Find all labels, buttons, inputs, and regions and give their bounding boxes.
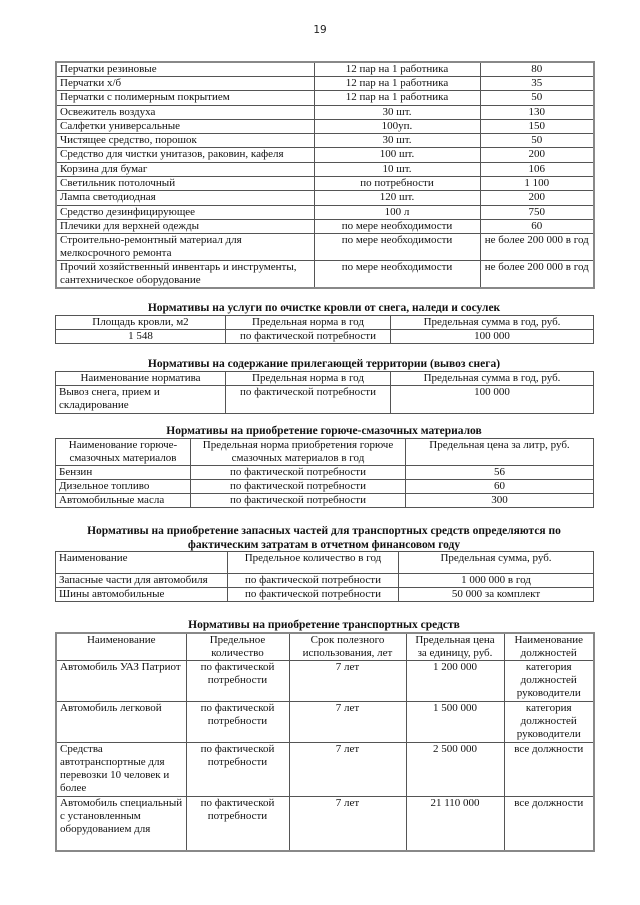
cell-norm: 12 пар на 1 работника (314, 91, 480, 105)
cell-name: Перчатки резиновые (56, 62, 314, 77)
cell-norm: 120 шт. (314, 191, 480, 205)
cell-name: Плечики для верхней одежды (56, 219, 314, 233)
cell-positions: категория должностей руководители (504, 661, 594, 702)
cell-name: Средство дезинфицирующее (56, 205, 314, 219)
table-header-row (56, 439, 594, 466)
header-cell: Предельная норма в год (226, 316, 391, 330)
section-title-snow: Нормативы на содержание прилегающей территории (вывоз снега) (147, 358, 501, 370)
table-row (56, 91, 594, 105)
cell-name: Автомобильные масла (56, 494, 191, 508)
cell-price: 56 (406, 466, 594, 480)
cell-name: Чистящее средство, порошок (56, 134, 314, 148)
cell-price: 50 (480, 91, 594, 105)
cell-name: Бензин (56, 466, 191, 480)
cell-sum: 100 000 (391, 386, 594, 414)
supplies-table (55, 61, 595, 289)
table-row (56, 134, 594, 148)
fuel-table (55, 438, 594, 508)
table-row (56, 588, 594, 602)
table-row (56, 162, 594, 176)
table-row (56, 386, 594, 414)
cell-term: 7 лет (289, 702, 406, 743)
cell-norm: по фактической потребности (191, 480, 406, 494)
cell-term: 7 лет (289, 743, 406, 797)
table-row (56, 177, 594, 191)
cell-norm: по фактической потребности (226, 386, 391, 414)
cell-norm: по фактической потребности (191, 466, 406, 480)
cell-name: Строительно-ремонтный материал для мелкосрочного ремонта (56, 234, 314, 261)
header-cell: Наименование норматива (56, 372, 226, 386)
table-row (56, 234, 594, 261)
vehicles-table (55, 632, 595, 852)
cell-name: Средство для чистки унитазов, раковин, кафеля (56, 148, 314, 162)
cell-price: 1 200 000 (406, 661, 504, 702)
cell-name: Дизельное топливо (56, 480, 191, 494)
cell-norm: по фактической потребности (226, 330, 391, 344)
cell-name: Перчатки х/б (56, 77, 314, 91)
cell-sum: 100 000 (391, 330, 594, 344)
header-cell: Предельная сумма, руб. (399, 552, 594, 574)
cell-qty: по фактической потребности (186, 743, 289, 797)
table-row (56, 702, 594, 743)
cell-sum: 1 000 000 в год (399, 574, 594, 588)
table-row (56, 219, 594, 233)
cell-name: Лампа светодиодная (56, 191, 314, 205)
cell-name: Освежитель воздуха (56, 105, 314, 119)
table-header-row (56, 372, 594, 386)
table-row (56, 330, 594, 344)
cell-norm: по мере необходимости (314, 234, 480, 261)
cell-price: 21 110 000 (406, 797, 504, 851)
header-cell: Предельная цена за единицу, руб. (406, 633, 504, 661)
cell-name: Светильник потолочный (56, 177, 314, 191)
cell-price: не более 200 000 в год (480, 234, 594, 261)
cell-name: Автомобиль УАЗ Патриот (56, 661, 186, 702)
cell-price: 750 (480, 205, 594, 219)
snow-table (55, 371, 594, 414)
parts-table (55, 551, 594, 602)
section-title-vehicles: Нормативы на приобретение транспортных средств (188, 619, 460, 631)
cell-name: Корзина для бумаг (56, 162, 314, 176)
cell-positions: все должности (504, 743, 594, 797)
cell-price: 300 (406, 494, 594, 508)
cell-name: Шины автомобильные (56, 588, 228, 602)
cell-norm: по фактической потребности (228, 588, 399, 602)
table-row (56, 62, 594, 77)
cell-price: 106 (480, 162, 594, 176)
cell-norm: 12 пар на 1 работника (314, 77, 480, 91)
cell-name: Автомобиль легковой (56, 702, 186, 743)
header-cell: Наименование горюче-смазочных материалов (56, 439, 191, 466)
cell-name: Автомобиль специальный с установленным оборудованием для (56, 797, 186, 851)
cell-norm: по фактической потребности (191, 494, 406, 508)
section-title-fuel: Нормативы на приобретение горюче-смазочных материалов (166, 425, 482, 437)
table-row (56, 466, 594, 480)
cell-norm: 10 шт. (314, 162, 480, 176)
cell-term: 7 лет (289, 661, 406, 702)
table-row (56, 494, 594, 508)
table-row (56, 148, 594, 162)
table-row (56, 105, 594, 119)
header-cell: Наименование (56, 552, 228, 574)
cell-name: Запасные части для автомобиля (56, 574, 228, 588)
cell-norm: 100 л (314, 205, 480, 219)
cell-norm: по мере необходимости (314, 219, 480, 233)
header-cell: Предельная норма приобретения горюче смазочных материалов в год (191, 439, 406, 466)
cell-name: Вывоз снега, прием и складирование (56, 386, 226, 414)
cell-norm: по мере необходимости (314, 261, 480, 289)
header-cell: Наименование (56, 633, 186, 661)
table-row (56, 205, 594, 219)
cell-price: 60 (480, 219, 594, 233)
table-row (56, 743, 594, 797)
cell-area: 1 548 (56, 330, 226, 344)
page-number: 19 (313, 24, 327, 36)
table-header-row (56, 552, 594, 574)
cell-price: 50 (480, 134, 594, 148)
table-header-row (56, 316, 594, 330)
cell-price: 1 500 000 (406, 702, 504, 743)
roof-table (55, 315, 594, 344)
cell-norm: 30 шт. (314, 134, 480, 148)
table-row (56, 119, 594, 133)
cell-norm: по фактической потребности (228, 574, 399, 588)
header-cell: Предельная сумма в год, руб. (391, 316, 594, 330)
cell-name: Салфетки универсальные (56, 119, 314, 133)
header-cell: Предельное количество в год (228, 552, 399, 574)
cell-norm: 12 пар на 1 работника (314, 62, 480, 77)
cell-price: 35 (480, 77, 594, 91)
cell-positions: категория должностей руководители (504, 702, 594, 743)
cell-norm: 30 шт. (314, 105, 480, 119)
table-row (56, 661, 594, 702)
cell-price: 60 (406, 480, 594, 494)
section-title-parts: Нормативы на приобретение запасных частей для транспортных средств определяются по фактическим затратам в отчетном финансовом году (87, 525, 561, 551)
table-header-row (56, 633, 594, 661)
cell-qty: по фактической потребности (186, 797, 289, 851)
cell-norm: по потребности (314, 177, 480, 191)
cell-name: Средства автотранспортные для перевозки 10 человек и более (56, 743, 186, 797)
cell-sum: 50 000 за комплект (399, 588, 594, 602)
cell-name: Прочий хозяйственный инвентарь и инструменты, сантехническое оборудование (56, 261, 314, 289)
cell-name: Перчатки с полимерным покрытием (56, 91, 314, 105)
header-cell: Предельное количество (186, 633, 289, 661)
cell-price: не более 200 000 в год (480, 261, 594, 289)
cell-norm: 100уп. (314, 119, 480, 133)
header-cell: Предельная сумма в год, руб. (391, 372, 594, 386)
header-cell: Наименование должностей (504, 633, 594, 661)
cell-price: 80 (480, 62, 594, 77)
section-title-roof: Нормативы на услуги по очистке кровли от снега, наледи и сосулек (147, 302, 501, 314)
header-cell: Предельная норма в год (226, 372, 391, 386)
cell-price: 150 (480, 119, 594, 133)
header-cell: Срок полезного использования, лет (289, 633, 406, 661)
cell-positions: все должности (504, 797, 594, 851)
cell-price: 200 (480, 148, 594, 162)
header-cell: Площадь кровли, м2 (56, 316, 226, 330)
cell-norm: 100 шт. (314, 148, 480, 162)
header-cell: Предельная цена за литр, руб. (406, 439, 594, 466)
cell-price: 130 (480, 105, 594, 119)
table-row (56, 261, 594, 289)
table-row (56, 480, 594, 494)
table-row (56, 77, 594, 91)
table-row (56, 574, 594, 588)
cell-qty: по фактической потребности (186, 702, 289, 743)
table-row (56, 797, 594, 851)
cell-price: 2 500 000 (406, 743, 504, 797)
cell-term: 7 лет (289, 797, 406, 851)
cell-qty: по фактической потребности (186, 661, 289, 702)
cell-price: 200 (480, 191, 594, 205)
table-row (56, 191, 594, 205)
cell-price: 1 100 (480, 177, 594, 191)
